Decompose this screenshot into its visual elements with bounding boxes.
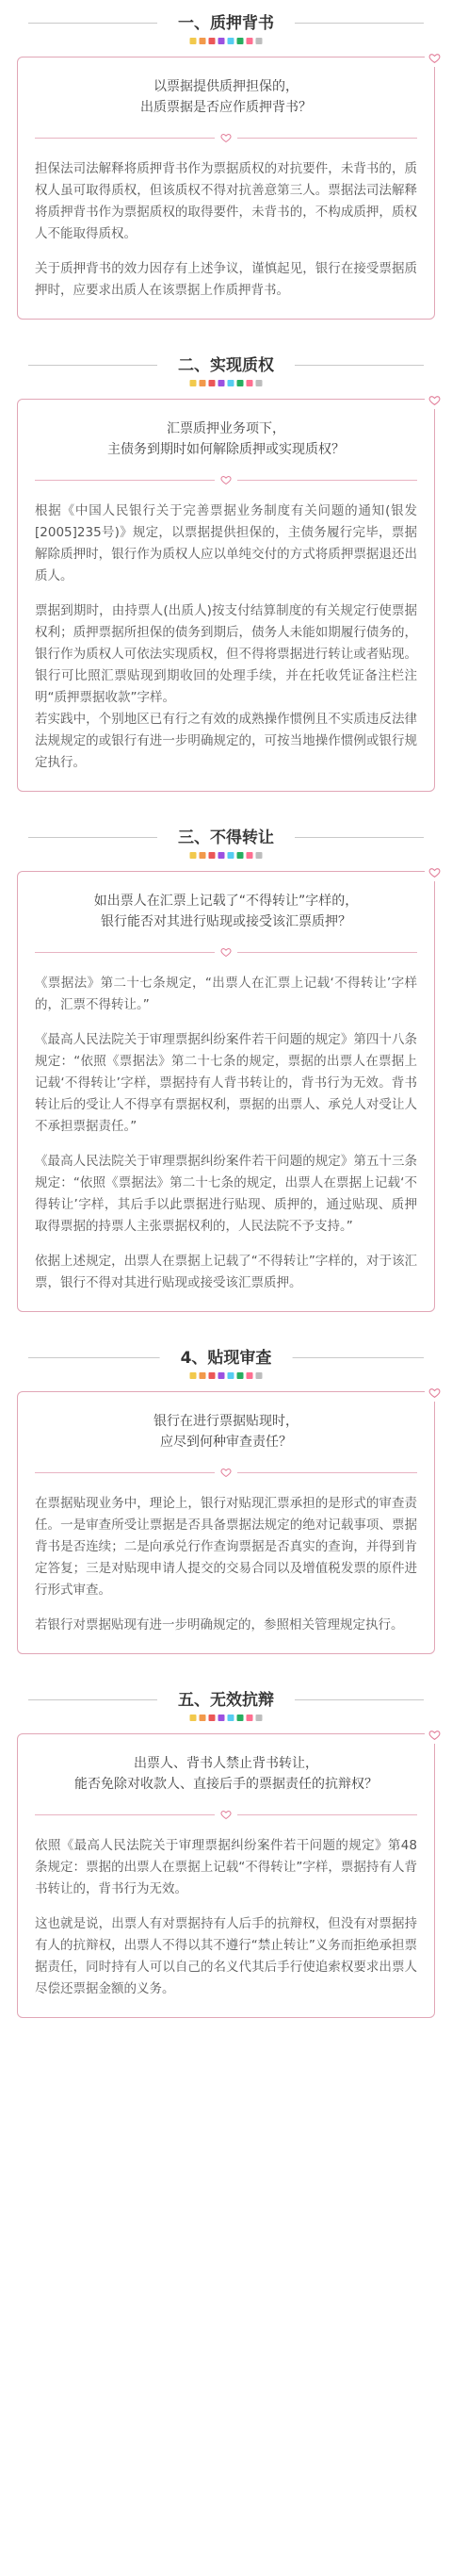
section-spacer [0,792,452,814]
question-block [35,1411,417,1452]
corner-heart-icon [425,1383,444,1402]
question-block [35,891,417,932]
color-dot [200,852,206,859]
content-card [17,399,435,792]
color-dot [237,852,244,859]
separator-line-left [35,480,215,481]
color-dot [228,38,234,44]
article-section [0,814,452,1335]
question-line: 以票据提供质押担保的， [153,79,299,94]
answer-block [35,1493,417,1636]
color-dot [247,1372,253,1379]
color-dot [190,380,197,386]
color-dots [190,1372,263,1379]
section-title: 4、贴现审查 [160,1348,293,1369]
question-line: 汇票质押业务项下， [167,421,285,436]
question-line: 银行在进行票据贴现时， [153,1414,299,1429]
color-dots [190,38,263,44]
article-section [0,1677,452,2041]
corner-heart-icon [425,48,444,67]
section-header [0,1677,452,1733]
answer-paragraph: 关于质押背书的效力因存有上述争议，谨慎起见，银行在接受票据质押时，应要求出质人在该票据上作质押背书。 [35,261,417,298]
heart-separator [35,1806,417,1824]
question-line: 主债务到期时如何解除质押或实现质权？ [107,442,345,457]
color-dot [209,38,216,44]
color-dot [247,38,253,44]
answer-paragraph: 票据到期时，由持票人(出质人)按支付结算制度的有关规定行使票据权利；质押票据所担保的债务到期后，债务人未能如期履行债务的，银行作为质权人可依法实现质权，但不得将票据进行转让或者贴现。银行可比照汇票贴现到期收回的处理手续，并在托收凭证备注栏注明“质押票据收款”字样。 若实践中，个别地区已有行之有效的成熟操作惯例且不实质违反法律法规规定的或银行有进一步明确规定的，可按当地操作惯例或银行规定执行。 [35,603,417,770]
answer-paragraph: 根据《中国人民银行关于完善票据业务制度有关问题的通知(银发[2005]235号)》规定，以票据提供担保的，主债务履行完毕，票据解除质押时，银行作为质权人应以单纯交付的方式将质押票据退还出质人。 [35,503,417,583]
answer-block [35,158,417,302]
color-dot [209,1372,216,1379]
section-header [0,1335,452,1391]
heart-icon [220,471,232,489]
color-dot [237,1372,244,1379]
content-card [17,871,435,1312]
section-header [0,342,452,399]
answer-paragraph: 在票据贴现业务中，理论上，银行对贴现汇票承担的是形式的审查责任。一是审查所受让票据是否具备票据法规定的绝对记载事项、票据背书是否连续；二是向承兑行作查询票据是否真实的查询，并得到肯定答复；三是对贴现申请人提交的交易合同以及增值税发票的原件进行形式审查。 [35,1496,417,1598]
separator-line-right [237,952,417,953]
question-block [35,76,417,118]
color-dot [218,1372,225,1379]
color-dot [228,1372,234,1379]
color-dot [190,38,197,44]
color-dot [256,38,263,44]
question-line: 出票人、背书人禁止背书转让， [134,1756,318,1771]
color-dot [209,852,216,859]
section-spacer [0,1654,452,1677]
color-dot [190,1715,197,1721]
color-dot [256,380,263,386]
answer-paragraph: 担保法司法解释将质押背书作为票据质权的对抗要件，未背书的，质权人虽可取得质权，但该质权不得对抗善意第三人。票据法司法解释将质押背书作为票据质权的取得要件，未背书的，不构成质押，质权人不能取得质权。 [35,161,417,241]
section-title: 五、无效抗辩 [157,1690,295,1711]
color-dot [228,1715,234,1721]
question-line: 出质票据是否应作质押背书？ [140,100,312,115]
color-dot [200,38,206,44]
answer-paragraph: 依据上述规定，出票人在票据上记载了“不得转让”字样的，对于该汇票，银行不得对其进行贴现或接受该汇票质押。 [35,1254,417,1290]
separator-line-left [35,1472,215,1473]
content-card [17,1733,435,2018]
separator-line-left [35,952,215,953]
question-line: 应尽到何种审查责任？ [160,1435,292,1450]
heart-separator [35,1464,417,1482]
heart-separator [35,471,417,489]
heart-icon [220,129,232,147]
color-dots [190,852,263,859]
answer-paragraph: 依照《最高人民法院关于审理票据纠纷案件若干问题的规定》第48条规定：票据的出票人在票据上记载“不得转让”字样，票据持有人背书转让的，背书行为无效。 [35,1838,417,1896]
answer-paragraph: 《票据法》第二十七条规定，“出票人在汇票上记载‘不得转让’字样的，汇票不得转让。” [35,976,417,1012]
color-dot [209,380,216,386]
article-section [0,342,452,814]
separator-line-right [237,1814,417,1815]
heart-icon [220,943,232,961]
separator-line-right [237,480,417,481]
color-dot [190,1372,197,1379]
question-block [35,1753,417,1795]
section-spacer [0,2018,452,2041]
color-dots [190,380,263,386]
heart-icon [220,1806,232,1824]
color-dot [228,380,234,386]
content-card [17,57,435,320]
color-dot [237,38,244,44]
content-card [17,1391,435,1654]
color-dot [237,380,244,386]
answer-paragraph: 若银行对票据贴现有进一步明确规定的，参照相关管理规定执行。 [35,1617,404,1633]
question-line: 如出票人在汇票上记载了“不得转让”字样的， [93,894,359,909]
corner-heart-icon [425,390,444,409]
heart-icon [220,1464,232,1482]
color-dot [237,1715,244,1721]
color-dot [200,380,206,386]
color-dot [247,1715,253,1721]
color-dot [247,380,253,386]
color-dot [218,380,225,386]
section-header [0,814,452,871]
separator-line-left [35,138,215,139]
question-block [35,418,417,460]
separator-line-right [237,138,417,139]
color-dot [218,1715,225,1721]
color-dot [200,1715,206,1721]
section-header [0,0,452,57]
color-dot [190,852,197,859]
answer-paragraph: 《最高人民法院关于审理票据纠纷案件若干问题的规定》第五十三条规定：“依照《票据法》第二十七条的规定，出票人在票据上记载‘不得转让’字样，其后手以此票据进行贴现、质押的，通过贴现、质押取得票据的持票人主张票据权利的，人民法院不予支持。” [35,1154,417,1234]
question-line: 银行能否对其进行贴现或接受该汇票质押？ [101,914,351,929]
article-section [0,0,452,342]
answer-paragraph: 《最高人民法院关于审理票据纠纷案件若干问题的规定》第四十八条规定：“依照《票据法》第二十七条的规定，票据的出票人在票据上记载‘不得转让’字样，票据持有人背书转让的，背书行为无效。背书转让后的受让人不得享有票据权利，票据的出票人、承兑人对受让人不承担票据责任。” [35,1032,417,1134]
corner-heart-icon [425,1725,444,1744]
answer-block [35,500,417,774]
section-title: 三、不得转让 [157,828,295,848]
color-dot [209,1715,216,1721]
color-dots [190,1715,263,1721]
question-line: 能否免除对收款人、直接后手的票据责任的抗辩权？ [74,1777,378,1792]
color-dot [247,852,253,859]
color-dot [256,1372,263,1379]
heart-separator [35,943,417,961]
heart-separator [35,129,417,147]
color-dot [200,1372,206,1379]
separator-line-right [237,1472,417,1473]
section-title: 二、实现质权 [157,355,295,376]
color-dot [218,852,225,859]
section-spacer [0,1312,452,1335]
color-dot [218,38,225,44]
color-dot [256,852,263,859]
answer-paragraph: 这也就是说，出票人有对票据持有人后手的抗辩权，但没有对票据持有人的抗辩权，出票人不得以其不遵行“禁止转让”义务而拒绝承担票据责任，同时持有人可以自己的名义代其后手行使追索权要求出票人尽偿还票据金额的义务。 [35,1916,417,1996]
answer-block [35,1835,417,2000]
color-dot [228,852,234,859]
article-section [0,1335,452,1677]
section-spacer [0,320,452,342]
color-dot [256,1715,263,1721]
corner-heart-icon [425,862,444,881]
separator-line-left [35,1814,215,1815]
answer-block [35,973,417,1294]
section-title: 一、质押背书 [157,13,295,34]
